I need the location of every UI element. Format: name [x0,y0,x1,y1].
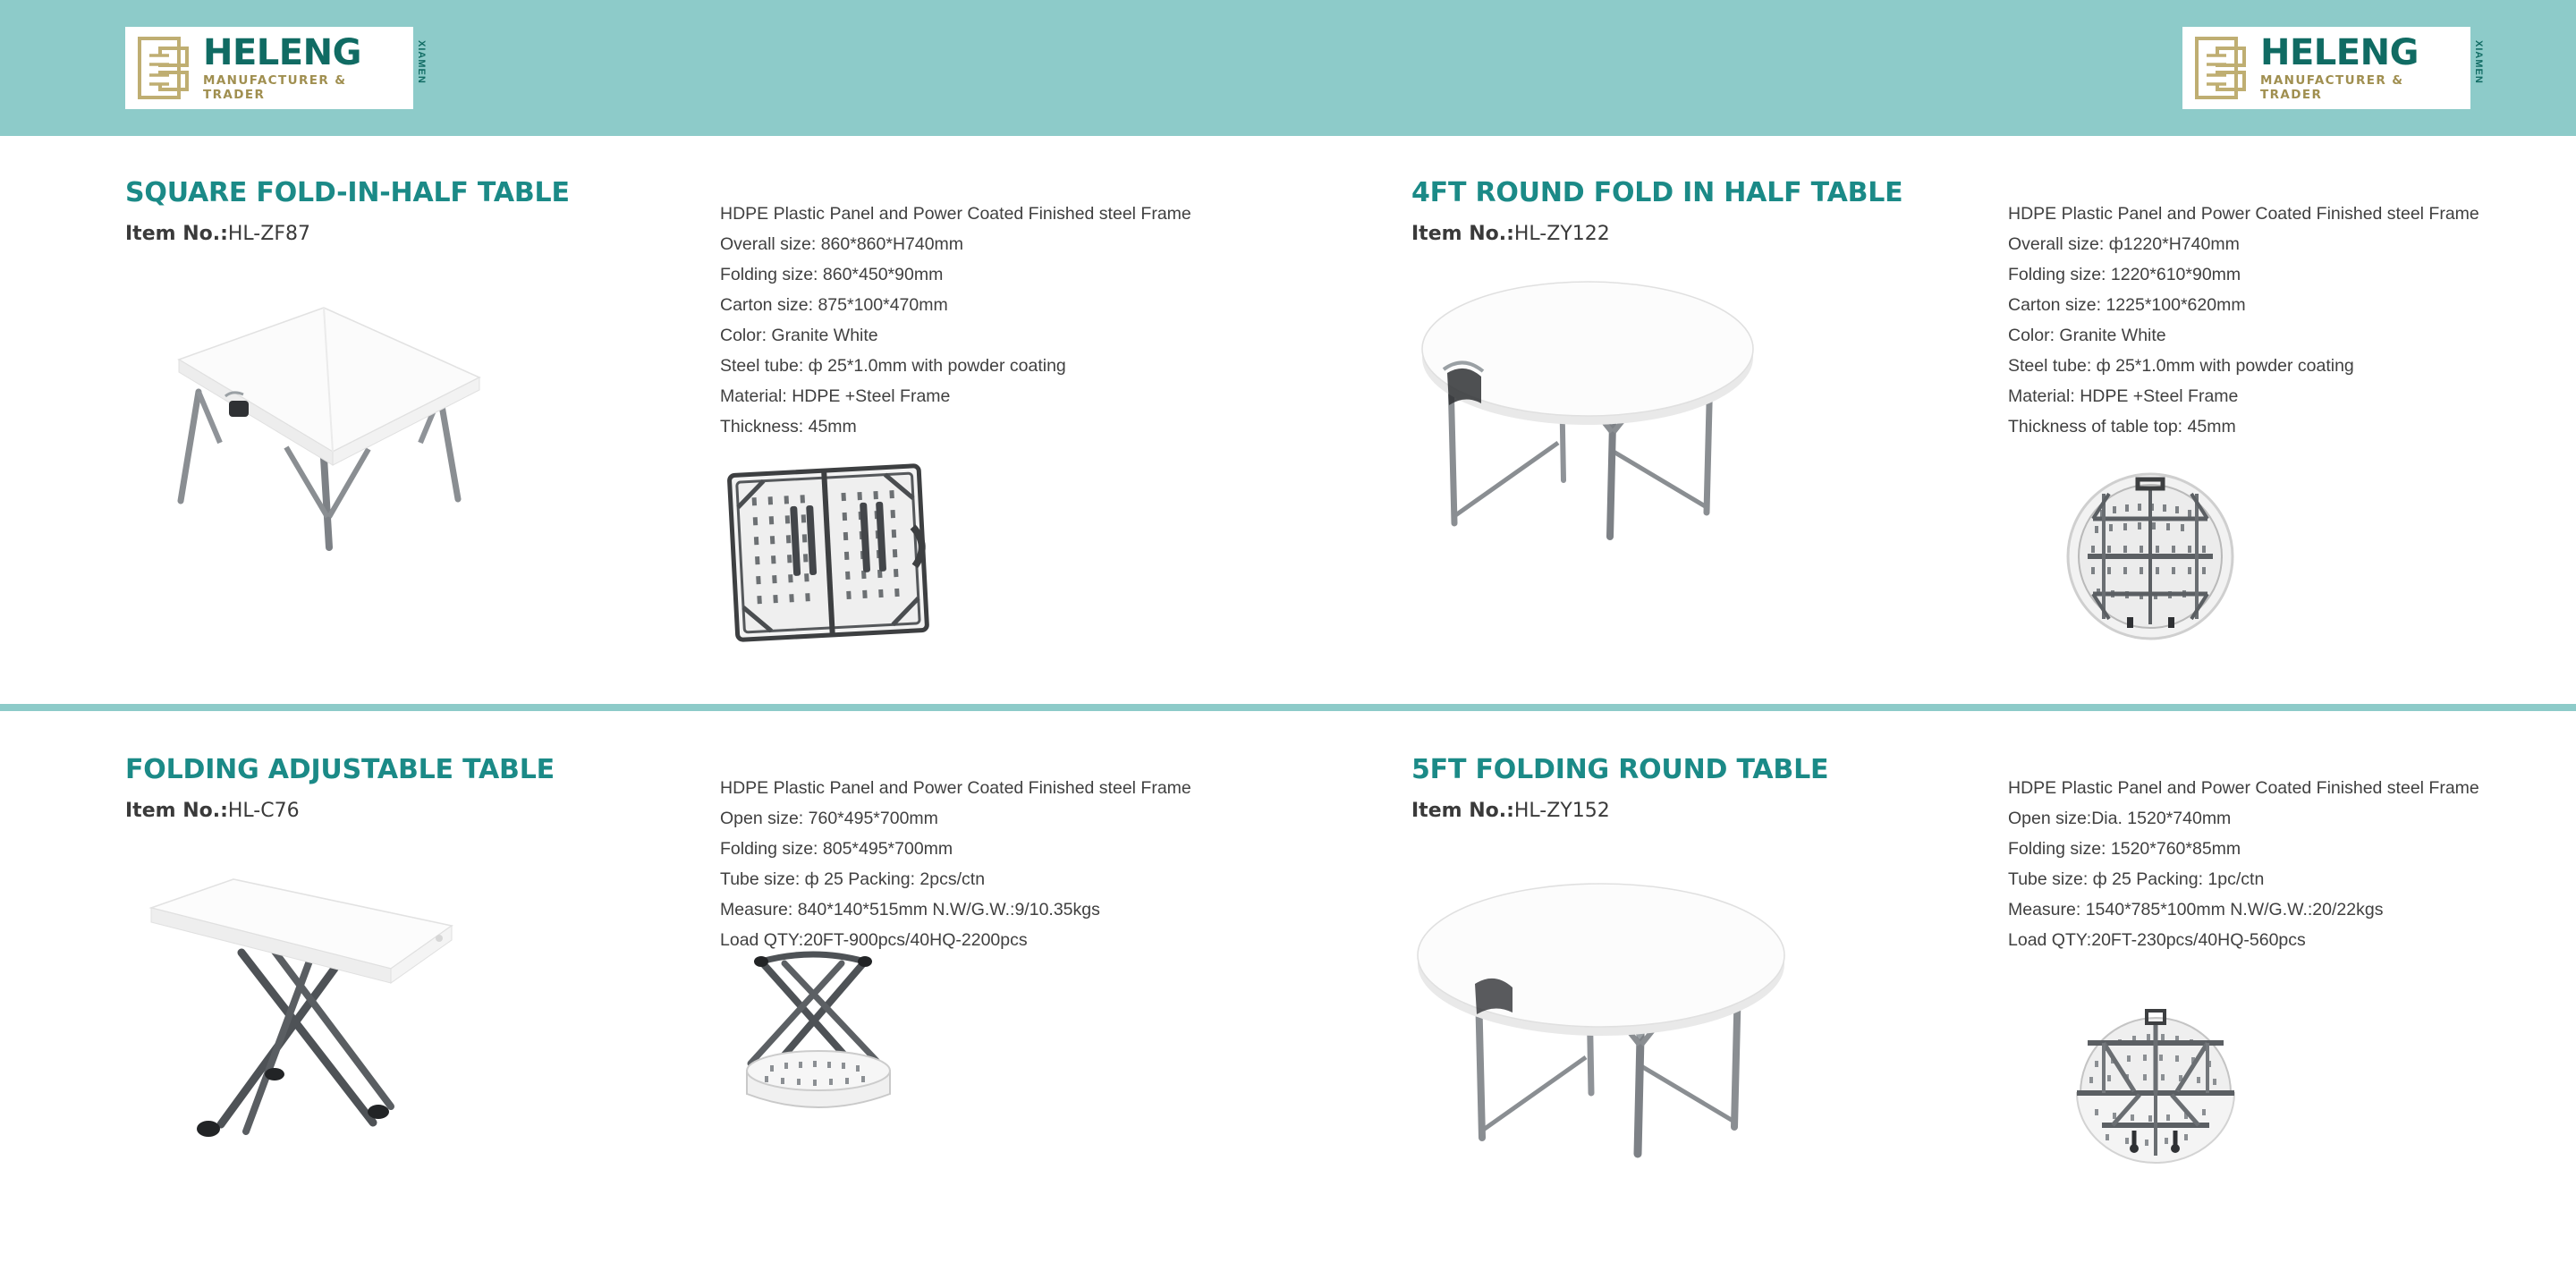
spec-line: HDPE Plastic Panel and Power Coated Finished steel Frame [2008,204,2479,224]
product-2-heading [1411,177,1902,245]
item-no-value: HL-ZY152 [1513,800,1610,822]
product-4-specs [2008,773,2479,955]
logo-wordmark [203,31,427,102]
item-no-value: HL-ZY122 [1513,223,1610,245]
product-1-specs [720,199,1191,442]
spec-line: Folding size: 1520*760*85mm [2008,839,2241,859]
company-logo-right [2182,27,2484,109]
spec-line: Overall size: ф1220*H740mm [2008,234,2240,254]
spec-line: Folding size: 1220*610*90mm [2008,265,2241,284]
item-no-label: Item No.: [125,800,228,822]
spec-line: Steel tube: ф 25*1.0mm with powder coating [720,356,1066,376]
spec-line: Measure: 840*140*515mm N.W/G.W.:9/10.35kgs [720,900,1100,919]
product-2-item-no [1411,223,1902,245]
product-4-title: 5FT FOLDING ROUND TABLE [1411,754,1829,785]
spec-line: Material: HDPE +Steel Frame [2008,386,2239,406]
row-divider [0,704,2576,711]
spec-line: Load QTY:20FT-900pcs/40HQ-2200pcs [720,930,1028,950]
spec-line: HDPE Plastic Panel and Power Coated Finished steel Frame [2008,778,2479,798]
company-logo-left [125,27,427,109]
logo-wordmark-2 [2260,31,2484,102]
logo-region-2: XIAMEN [2473,39,2484,84]
logo-company-name: HELENG [203,31,361,73]
item-no-label: Item No.: [125,223,228,245]
spec-line: Carton size: 875*100*470mm [720,295,948,315]
product-3-photo [139,863,496,1158]
spec-line: Folding size: 860*450*90mm [720,265,944,284]
product-1-folded-photo [716,458,941,649]
spec-line: Overall size: 860*860*H740mm [720,234,964,254]
spec-line: Open size:Dia. 1520*740mm [2008,809,2232,828]
spec-line: Thickness of table top: 45mm [2008,417,2236,436]
item-no-label: Item No.: [1411,800,1514,822]
spec-line: Thickness: 45mm [720,417,857,436]
logo-tagline-2: MANUFACTURER & TRADER [2260,72,2404,102]
product-4-folded-photo [2041,1004,2268,1179]
spec-line: Color: Granite White [720,326,878,345]
product-1-photo [125,295,501,555]
product-3-title: FOLDING ADJUSTABLE TABLE [125,754,555,785]
spec-line: Tube size: ф 25 Packing: 2pcs/ctn [720,869,986,889]
spec-line: Carton size: 1225*100*620mm [2008,295,2246,315]
product-3-folded-photo [729,944,917,1131]
product-3-heading [125,754,555,822]
spec-line: Measure: 1540*785*100mm N.W/G.W.:20/22kgs [2008,900,2384,919]
spec-line: HDPE Plastic Panel and Power Coated Finished steel Frame [720,204,1191,224]
product-3-item-no [125,800,555,822]
product-1-title: SQUARE FOLD-IN-HALF TABLE [125,177,570,208]
product-2-title: 4FT ROUND FOLD IN HALF TABLE [1411,177,1903,208]
logo-company-name-2: HELENG [2260,31,2419,73]
spec-line: Steel tube: ф 25*1.0mm with powder coating [2008,356,2354,376]
item-no-label: Item No.: [1411,223,1514,245]
product-4-heading [1411,754,1828,822]
heleng-monogram-icon [137,36,198,100]
product-2-specs [2008,199,2479,442]
item-no-value: HL-ZF87 [227,223,310,245]
product-4-item-no [1411,800,1828,822]
product-3-specs [720,773,1191,955]
spec-line: Color: Granite White [2008,326,2166,345]
header-bar [0,0,2576,136]
spec-line: Load QTY:20FT-230pcs/40HQ-560pcs [2008,930,2306,950]
logo-region: XIAMEN [416,39,427,84]
product-1-item-no [125,223,570,245]
product-2-folded-photo [2057,467,2243,642]
spec-line: Folding size: 805*495*700mm [720,839,953,859]
product-2-photo [1395,273,1789,541]
heleng-monogram-icon-2 [2194,36,2255,100]
spec-line: HDPE Plastic Panel and Power Coated Finished steel Frame [720,778,1191,798]
product-1-heading [125,177,570,245]
product-4-photo [1382,859,1802,1163]
spec-line: Material: HDPE +Steel Frame [720,386,951,406]
spec-line: Tube size: ф 25 Packing: 1pc/ctn [2008,869,2265,889]
logo-tagline: MANUFACTURER & TRADER [203,72,347,102]
spec-line: Open size: 760*495*700mm [720,809,938,828]
item-no-value: HL-C76 [227,800,300,822]
